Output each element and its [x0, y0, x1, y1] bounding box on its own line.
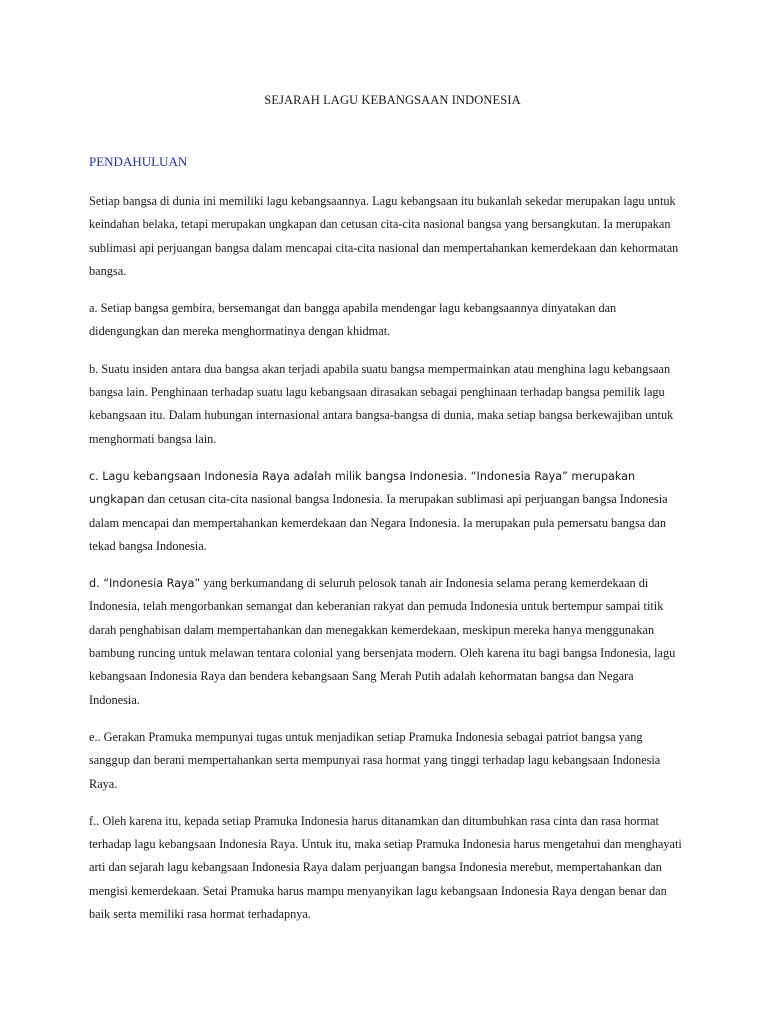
intro-paragraph: Setiap bangsa di dunia ini memiliki lagu kebangsaannya. Lagu kebangsaan itu bukanlah sekedar merupakan lagu untuk keindahan belaka, tetapi merupakan ungkapan dan cetusan cita-cita nasional bangsa yang bersangkutan. Ia merupakan sublimasi api perjuangan bangsa dalam mencapai cita-cita nasional dan mempertahankan kemerdekaan dan kehormatan bangsa.: [89, 194, 679, 278]
point-f-paragraph: f.. Oleh karena itu, kepada setiap Pramuka Indonesia harus ditanamkan dan ditumbuhkan rasa cinta dan rasa hormat terhadap lagu kebangsaan Indonesia Raya. Untuk itu, maka setiap Pramuka Indonesia harus mengetahui dan menghayati arti dan sejarah lagu kebangsaan Indonesia Raya dalam perjuangan bangsa Indonesia merebut, mempertahankan dan mengisi kemerdekaan. Setai Pramuka harus mampu menyanyikan lagu kebangsaan Indonesia Raya dengan benar dan baik serta memiliki rasa hormat terhadapnya.: [89, 813, 682, 922]
point-c-highlighted-text: c. Lagu kebangsaan Indonesia Raya adalah milik bangsa Indonesia. “Indonesia Raya” merupakan ungkapan: [89, 469, 636, 507]
point-d-paragraph: [89, 572, 684, 712]
section-heading-pendahuluan: PENDAHULUAN: [89, 154, 188, 169]
point-c-text: dan cetusan cita-cita nasional bangsa Indonesia. Ia merupakan sublimasi api perjuangan bangsa Indonesia dalam mencapai dan mempertahankan kemerdekaan dan Negara Indonesia. Ia merupakan pula pemersatu bangsa dan tekad bangsa Indonesia.: [89, 492, 668, 553]
point-e-paragraph: e.. Gerakan Pramuka mempunyai tugas untuk menjadikan setiap Pramuka Indonesia sebagai patriot bangsa yang sanggup dan berani mempertahankan serta mempunyai rasa hormat yang tinggi terhadap lagu kebangsaan Indonesia Raya.: [89, 729, 661, 791]
point-b-paragraph: b. Suatu insiden antara dua bangsa akan terjadi apabila suatu bangsa mempermainkan atau menghina lagu kebangsaan bangsa lain. Penghinaan terhadap suatu lagu kebangsaan dirasakan sebagai penghinaan terhadap bangsa pemilik lagu kebangsaan itu. Dalam hubungan internasional antara bangsa-bangsa di dunia, maka setiap bangsa berkewajiban untuk menghormati bangsa lain.: [89, 361, 674, 446]
point-d-text: yang berkumandang di seluruh pelosok tanah air Indonesia selama perang kemerdekaan di Indonesia, telah mengorbankan semangat dan keberanian rakyat dan pemuda Indonesia untuk bertempur sampai titik darah penghabisan dalam mempertahankan dan menegakkan kemerdekaan, meskipun mereka hanya menggunakan bambung runcing untuk melawan tentara colonial yang bersenjata modern. Oleh karena itu bagi bangsa Indonesia, lagu kebangsaan Indonesia Raya dan bendera kebangsaan Sang Merah Putih adalah kehormatan bangsa dan Negara Indonesia.: [89, 576, 676, 707]
point-c-paragraph: [89, 465, 684, 558]
document-title: SEJARAH LAGU KEBANGSAAN INDONESIA: [264, 93, 521, 107]
point-d-highlighted-text: d. “Indonesia Raya”: [89, 577, 201, 591]
point-a-paragraph: a. Setiap bangsa gembira, bersemangat dan bangga apabila mendengar lagu kebangsaannya dinyatakan dan didengungkan dan mereka menghormatinya dengan khidmat.: [89, 301, 617, 339]
